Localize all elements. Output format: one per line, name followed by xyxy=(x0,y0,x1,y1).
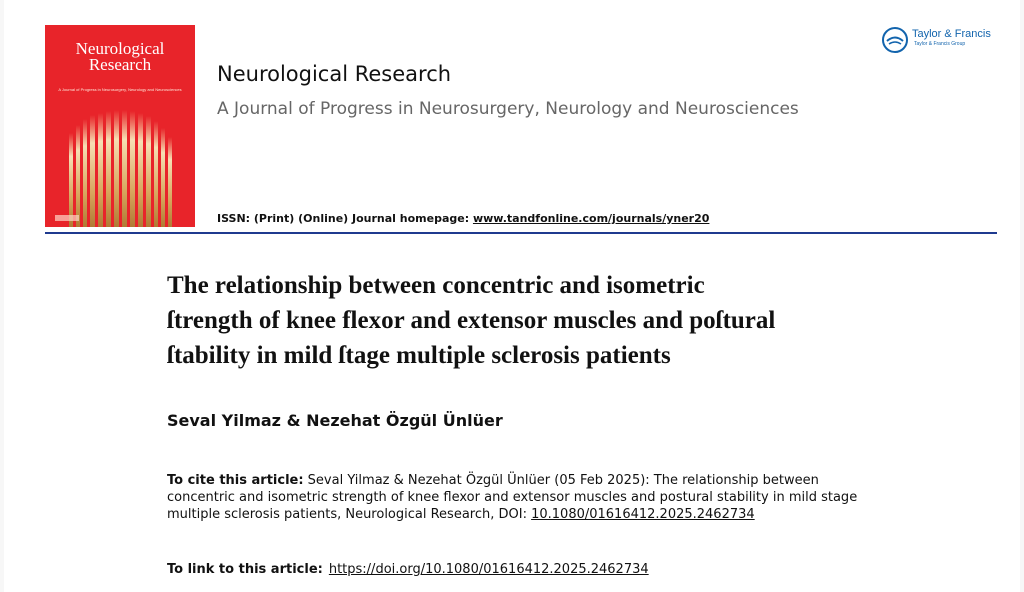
issn-line xyxy=(217,212,709,225)
journal-homepage-link[interactable]: www.tandfonline.com/journals/yner20 xyxy=(472,212,710,225)
article-title xyxy=(167,268,927,373)
cover-title-line-2: Research xyxy=(88,55,152,74)
article-authors: Seval Yilmaz & Nezehat Özgül Ünlüer xyxy=(167,411,503,430)
citation-block xyxy=(167,472,867,523)
cover-title xyxy=(45,41,195,73)
issn-label: ISSN: (Print) (Online) Journal homepage: xyxy=(217,212,473,225)
pdf-page xyxy=(4,0,1020,592)
cite-doi-link[interactable]: 10.1080/01616412.2025.2462734 xyxy=(531,507,755,522)
link-label: To link to this article: xyxy=(167,562,323,577)
journal-subtitle: A Journal of Progress in Neurosurgery, Neurology and Neurosciences xyxy=(217,99,799,119)
cite-label: To cite this article: xyxy=(167,473,304,488)
article-title-line-3: ſtability in mild ſtage multiple sclerosis patients xyxy=(167,342,671,369)
article-link-line xyxy=(167,562,649,577)
cover-title-line-1: Neurological xyxy=(75,39,165,58)
cite-text: Seval Yilmaz & Nezehat Özgül Ünlüer (05 Feb 2025): The relationship between concentric and isometric strength of knee flexor and extensor muscles and postural stability in mild stage multiple sclerosis patients, Neurological Research, DOI: xyxy=(167,473,858,522)
journal-title: Neurological Research xyxy=(217,62,452,86)
cover-publisher-mark xyxy=(55,215,79,221)
publisher-group: Taylor & Francis Group xyxy=(914,41,966,47)
cover-subtitle: A Journal of Progress in Neurosurgery, Neurology and Neurosciences xyxy=(58,87,182,92)
article-doi-link[interactable]: https://doi.org/10.1080/01616412.2025.2462734 xyxy=(328,562,649,577)
header-divider xyxy=(45,232,997,234)
article-title-line-1: The relationship between concentric and isometric xyxy=(167,272,705,299)
publisher-name: Taylor & Francis xyxy=(912,28,991,40)
journal-cover-image xyxy=(45,25,195,227)
article-title-line-2: ſtrength of knee flexor and extensor muscles and poſtural xyxy=(167,307,776,334)
